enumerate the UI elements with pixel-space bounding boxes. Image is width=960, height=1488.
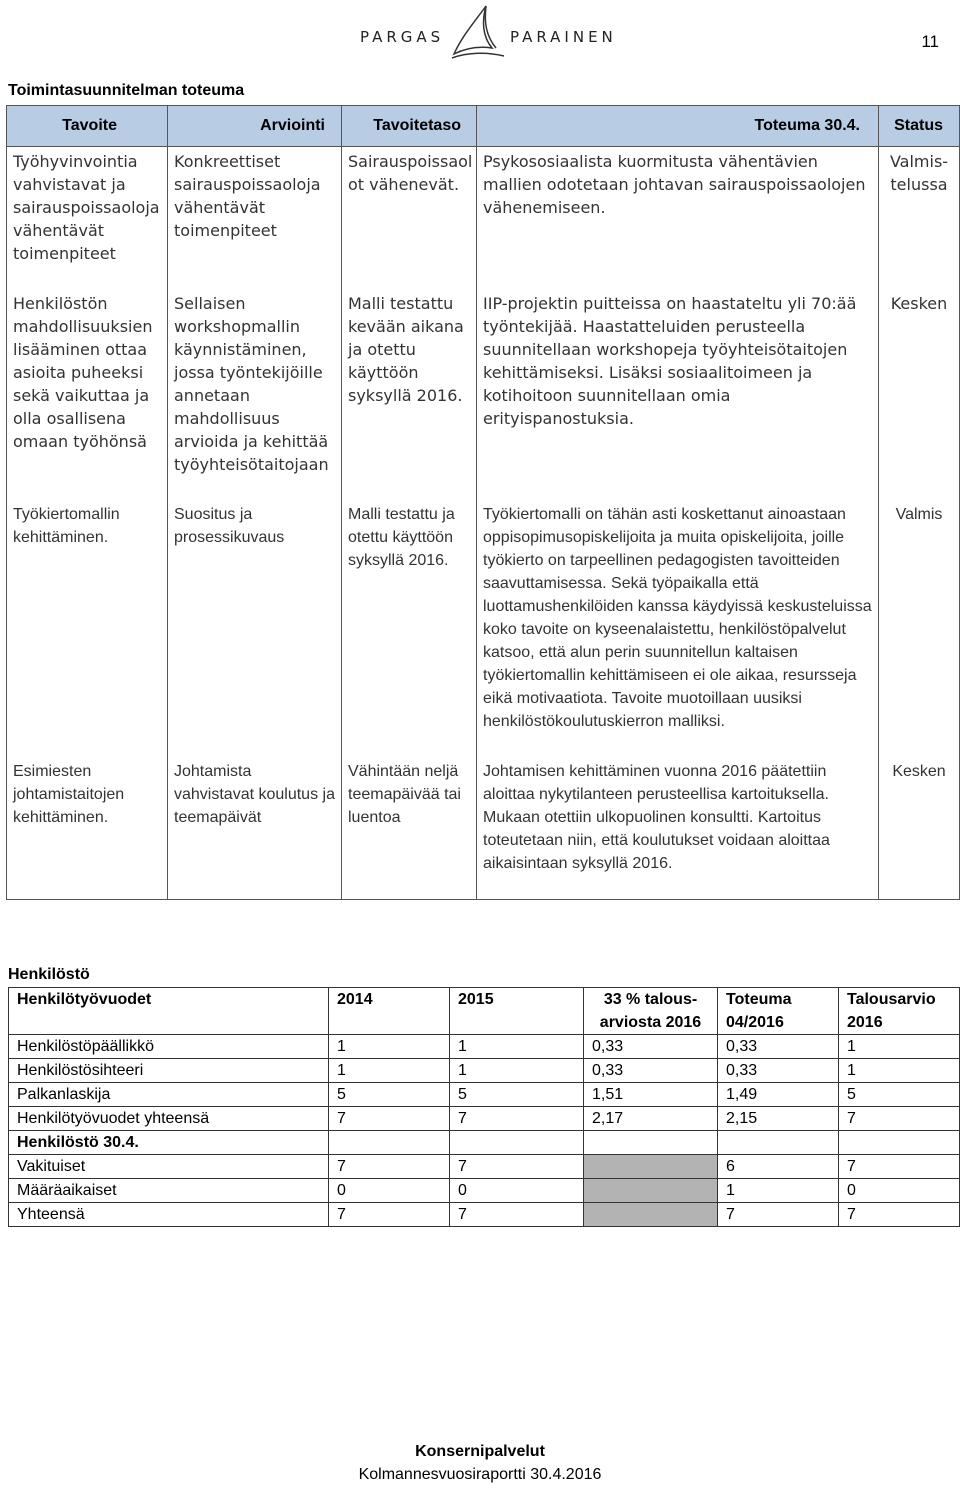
cell-value: 7: [329, 1203, 450, 1227]
cell-status: Valmis: [879, 500, 960, 757]
cell-value: 0: [450, 1179, 584, 1203]
staff-table-header: [9, 988, 960, 1035]
table-row: [9, 1107, 960, 1131]
table-row: [7, 289, 960, 500]
cell-value: 7: [450, 1155, 584, 1179]
cell-toteuma: Johtamisen kehittäminen vuonna 2016 päätettiin aloittaa nykytilanteen perusteellisa kartoituksella. Mukaan otettiin ulkopuolinen konsultti. Kartoitus toteutetaan niin, että koulutukset voidaan aloittaa aikaisintaan syksyllä 2016.: [477, 757, 879, 900]
table-row: [7, 147, 960, 290]
table-row: [9, 1203, 960, 1227]
cell-value: 0: [839, 1179, 960, 1203]
cell-value: 0,33: [718, 1059, 839, 1083]
cell-value: 5: [329, 1083, 450, 1107]
cell-value: 5: [450, 1083, 584, 1107]
cell-empty: [584, 1131, 718, 1155]
cell-label: Vakituiset: [9, 1155, 329, 1179]
cell-tavoitetaso: Malli testattu kevään aikana ja otettu käyttöön syksyllä 2016.: [342, 289, 477, 500]
cell-arviointi: Sellaisen workshopmallin käynnistäminen, jossa työntekijöille annetaan mahdollisuus arvioida ja kehittää työyhteisötaitojaan: [168, 289, 342, 500]
table-row: [9, 1083, 960, 1107]
cell-shaded: [584, 1203, 718, 1227]
plan-table: [6, 105, 960, 900]
cell-value: 0,33: [584, 1059, 718, 1083]
column-header-2014: 2014: [329, 988, 450, 1035]
cell-toteuma: IIP-projektin puitteissa on haastateltu yli 70:ää työntekijää. Haastatteluiden perusteella suunnitellaan workshopeja työyhteisötaitojen kehittämiseksi. Lisäksi sosiaalitoimeen ja kotihoitoon suunnitellaan omia erityispanostuksia.: [477, 289, 879, 500]
cell-tavoite: Esimiesten johtamistaitojen kehittäminen.: [7, 757, 168, 900]
cell-value: 7: [839, 1203, 960, 1227]
cell-value: 1: [839, 1035, 960, 1059]
cell-empty: [450, 1131, 584, 1155]
column-header-toteuma: Toteuma 04/2016: [718, 988, 839, 1035]
cell-value: 7: [450, 1107, 584, 1131]
cell-label: Palkanlaskija: [9, 1083, 329, 1107]
cell-value: 5: [839, 1083, 960, 1107]
cell-empty: [839, 1131, 960, 1155]
table-row: [9, 1035, 960, 1059]
cell-value: 2,17: [584, 1107, 718, 1131]
cell-tavoitetaso: Malli testattu ja otettu käyttöön syksyllä 2016.: [342, 500, 477, 757]
column-header-arviointi: Arviointi: [168, 106, 342, 147]
column-header-tavoite: Tavoite: [7, 106, 168, 147]
footer-report-title: Kolmannesvuosiraportti 30.4.2016: [358, 1466, 602, 1483]
cell-shaded: [584, 1155, 718, 1179]
cell-label: Henkilöstösihteeri: [9, 1059, 329, 1083]
cell-tavoite: Työkiertomallin kehittäminen.: [7, 500, 168, 757]
cell-value: 1: [450, 1059, 584, 1083]
cell-value: 7: [450, 1203, 584, 1227]
column-header-status: Status: [879, 106, 960, 147]
cell-label: Yhteensä: [9, 1203, 329, 1227]
brand-name-pargas: PARGAS: [360, 28, 445, 46]
cell-value: 1: [718, 1179, 839, 1203]
cell-tavoite: Työhyvinvointia vahvistavat ja sairauspoissaoloja vähentävät toimenpiteet: [7, 147, 168, 290]
cell-value: 6: [718, 1155, 839, 1179]
page-number: 11: [921, 32, 939, 51]
cell-arviointi: Suositus ja prosessikuvaus: [168, 500, 342, 757]
column-header-tavoitetaso: Tavoitetaso: [342, 106, 477, 147]
cell-value: 1,51: [584, 1083, 718, 1107]
cell-label: Henkilötyövuodet yhteensä: [9, 1107, 329, 1131]
cell-status: Kesken: [879, 757, 960, 900]
staff-table: [8, 987, 960, 1227]
cell-value: 7: [718, 1203, 839, 1227]
table-row: [7, 500, 960, 757]
cell-value: 1: [839, 1059, 960, 1083]
table-row: [9, 1155, 960, 1179]
table-row: [9, 1059, 960, 1083]
cell-status: Kesken: [879, 289, 960, 500]
cell-value: 2,15: [718, 1107, 839, 1131]
cell-value: 1: [450, 1035, 584, 1059]
cell-shaded: [584, 1179, 718, 1203]
table-row: [9, 1179, 960, 1203]
table-subheading-row: [9, 1131, 960, 1155]
brand-logo: [360, 2, 620, 64]
cell-arviointi: Konkreettiset sairauspoissaoloja vähentävät toimenpiteet: [168, 147, 342, 290]
cell-value: 7: [839, 1107, 960, 1131]
column-header-2015: 2015: [450, 988, 584, 1035]
cell-value: 0,33: [718, 1035, 839, 1059]
cell-value: 1: [329, 1059, 450, 1083]
cell-label: Määräaikaiset: [9, 1179, 329, 1203]
cell-value: 0: [329, 1179, 450, 1203]
footer-department: Konsernipalvelut: [415, 1443, 545, 1460]
table-row: [7, 757, 960, 900]
column-header-talousarvio: Talousarvio 2016: [839, 988, 960, 1035]
cell-toteuma: Psykososiaalista kuormitusta vähentävien mallien odotetaan johtavan sairauspoissaolojen vähenemiseen.: [477, 147, 879, 290]
cell-toteuma: Työkiertomalli on tähän asti koskettanut ainoastaan oppisopimusopiskelijoita ja muita opiskelijoita, joille työkierto on tarpeellinen pedagogisten tavoitteiden saavuttamisessa. Sekä työpaikalla että luottamushenkilöiden kanssa käydyissä keskusteluissa koko tavoite on kyseenalaistettu, henkilöstöpalvelut katsoo, että alun perin suunnitellun kaltaisen työkiertomallin kehittämiseen ei ole aikaa, resursseja eikä motivaatiota. Tavoite muotoillaan uusiksi henkilöstökoulutuskierron malliksi.: [477, 500, 879, 757]
cell-value: 7: [329, 1107, 450, 1131]
cell-value: 7: [329, 1155, 450, 1179]
plan-table-header: [7, 106, 960, 147]
cell-tavoitetaso: Vähintään neljä teemapäivää tai luentoa: [342, 757, 477, 900]
brand-name-parainen: PARAINEN: [510, 28, 617, 46]
cell-value: 7: [839, 1155, 960, 1179]
column-header-33-percent: 33 % talous-arviosta 2016: [584, 988, 718, 1035]
staff-subheading: Henkilöstö 30.4.: [9, 1131, 329, 1155]
cell-label: Henkilöstöpäällikkö: [9, 1035, 329, 1059]
cell-value: 1,49: [718, 1083, 839, 1107]
cell-arviointi: Johtamista vahvistavat koulutus ja teemapäivät: [168, 757, 342, 900]
cell-value: 0,33: [584, 1035, 718, 1059]
cell-value: 1: [329, 1035, 450, 1059]
cell-tavoitetaso: Sairauspoissaol ot vähenevät.: [342, 147, 477, 290]
sail-logo-icon: [448, 2, 508, 64]
plan-section-title: Toimintasuunnitelman toteuma: [8, 82, 245, 99]
cell-empty: [718, 1131, 839, 1155]
staff-section-title: Henkilöstö: [8, 966, 90, 983]
cell-tavoite: Henkilöstön mahdollisuuksien lisääminen ottaa asioita puheeksi sekä vaikuttaa ja olla osallisena omaan työhönsä: [7, 289, 168, 500]
column-header-henkilotyovuodet: Henkilötyövuodet: [9, 988, 329, 1035]
cell-empty: [329, 1131, 450, 1155]
cell-status: Valmis-telussa: [879, 147, 960, 290]
column-header-toteuma: Toteuma 30.4.: [477, 106, 879, 147]
